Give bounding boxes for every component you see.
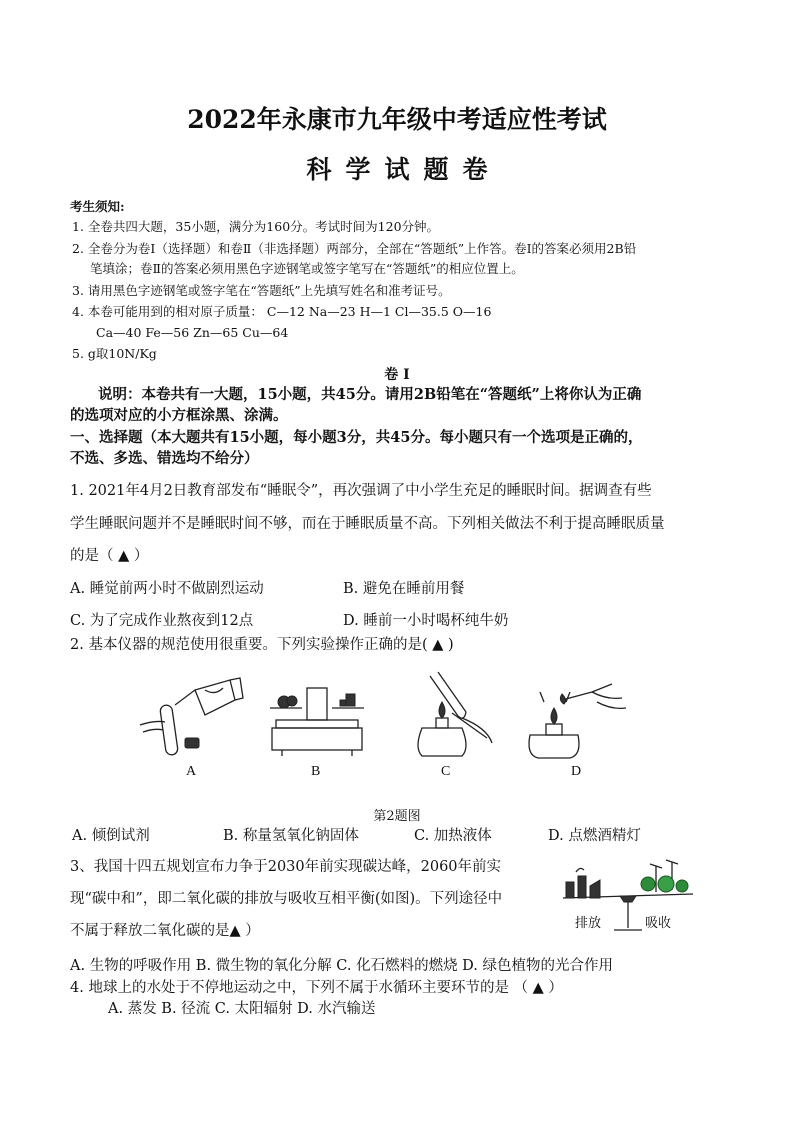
q3-line-2: 现“碳中和”，即二氧化碳的排放与吸收互相平衡(如图)。下列途径中 [70, 891, 503, 907]
exam-title: 2022年永康市九年级中考适应性考试 [187, 105, 607, 134]
q2-stem: 2. 基本仪器的规范使用很重要。下列实验操作正确的是( ▲ ) [70, 637, 454, 653]
notice-item-1: 1. 全卷共四大题，35小题，满分为160分。考试时间为120分钟。 [72, 219, 440, 234]
q4-stem: 4. 地球上的水处于不停地运动之中，下列不属于水循环主要环节的是 （ ▲ ） [70, 980, 563, 996]
q3-options: A. 生物的呼吸作用 B. 微生物的氧化分解 C. 化石燃料的燃烧 D. 绿色植物的光合作用 [70, 958, 614, 974]
q3-line-1: 3、我国十四五规划宣布力争于2030年前实现碳达峰，2060年前实 [70, 859, 502, 875]
fig-c-heating-icon [392, 668, 502, 760]
section-explain-2: 的选项对应的小方框涂黑、涂满。 [70, 407, 288, 424]
notice-item-4-cont: Ca—40 Fe—56 Zn—65 Cu—64 [96, 325, 289, 340]
fig-d-alcohol-lamp-icon [522, 680, 632, 760]
notice-item-5: 5. g取10N/Kg [72, 346, 157, 361]
notice-item-2: 2. 全卷分为卷Ⅰ（选择题）和卷Ⅱ（非选择题）两部分，全部在“答题纸”上作答。卷Ⅰ的答案必须用2B铅 [72, 241, 637, 256]
q1-line-1: 1. 2021年4月2日教育部发布“睡眠令”，再次强调了中小学生充足的睡眠时间。据调查有些 [70, 483, 652, 499]
juan-heading: 卷 Ⅰ [384, 367, 410, 383]
q2-option-a: A. 倾倒试剂 [72, 828, 150, 844]
fig-a-label: A [186, 764, 197, 779]
q1-option-a: A. 睡觉前两小时不做剧烈运动 [70, 581, 264, 597]
q1-line-3: 的是（ ▲ ） [70, 548, 149, 564]
q2-option-c: C. 加热液体 [414, 828, 492, 844]
fig-d-label: D [571, 764, 582, 779]
notice-item-3: 3. 请用黑色字迹钢笔或签字笔在“答题纸”上先填写姓名和准考证号。 [72, 283, 451, 298]
q2-figure-caption: 第2题图 [373, 809, 421, 824]
q2-option-d: D. 点燃酒精灯 [548, 828, 641, 844]
notice-item-4: 4. 本卷可能用到的相对原子质量： C—12 Na—23 H—1 Cl—35.5 O—16 [72, 304, 492, 319]
q2-option-b: B. 称量氢氧化钠固体 [223, 828, 359, 844]
fig-b-label: B [311, 764, 321, 779]
notice-item-2-cont: 笔填涂；卷Ⅱ的答案必须用黑色字迹钢笔或签字笔写在“答题纸”的相应位置上。 [90, 261, 524, 276]
notice-heading: 考生须知: [70, 199, 125, 214]
q3-line-3: 不属于释放二氧化碳的是▲ ） [70, 923, 260, 939]
q4-options: A. 蒸发 B. 径流 C. 太阳辐射 D. 水汽输送 [108, 1001, 376, 1017]
fig-c-label: C [441, 764, 451, 779]
part-heading-2: 不选、多选、错选均不给分） [70, 450, 259, 467]
q1-option-c: C. 为了完成作业熬夜到12点 [70, 613, 254, 629]
carbon-absorption-label: 吸收 [645, 916, 672, 931]
part-heading-1: 一、选择题（本大题共有15小题，每小题3分，共45分。每小题只有一个选项是正确的， [70, 429, 643, 446]
q1-option-b: B. 避免在睡前用餐 [343, 581, 465, 597]
fig-a-pouring-icon [135, 670, 245, 765]
q1-line-2: 学生睡眠问题并不是睡眠时间不够，而在于睡眠质量不高。下列相关做法不利于提高睡眠质量 [70, 516, 665, 532]
q1-option-d: D. 睡前一小时喝杯纯牛奶 [343, 613, 509, 629]
fig-b-balance-icon [262, 678, 372, 758]
carbon-emission-label: 排放 [575, 916, 602, 931]
section-explain-1: 说明：本卷共有一大题，15小题，共45分。请用2B铅笔在“答题纸”上将你认为正确 [98, 386, 642, 403]
exam-subtitle: 科学试题卷 [306, 155, 502, 184]
